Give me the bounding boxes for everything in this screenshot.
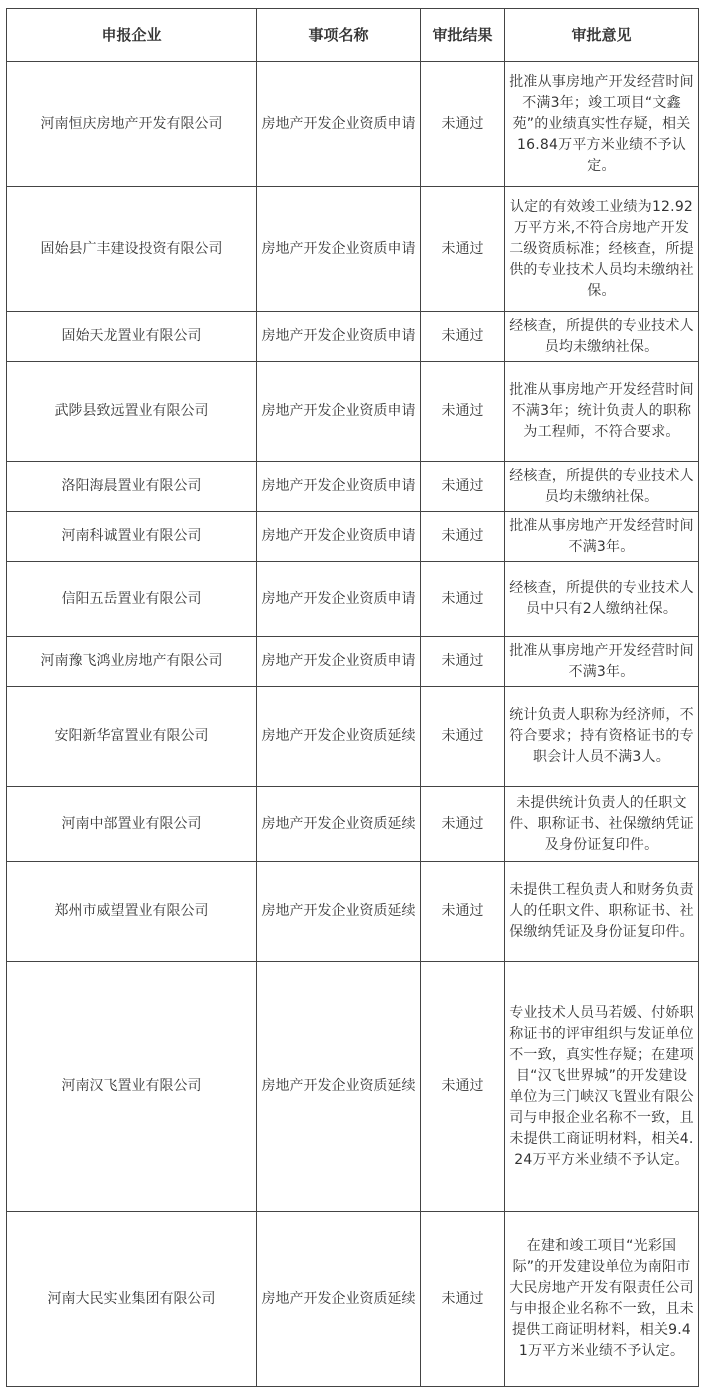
company-cell: 固始天龙置业有限公司 [7, 312, 257, 362]
result-cell: 未通过 [421, 1212, 505, 1387]
item-cell: 房地产开发企业资质申请 [257, 312, 421, 362]
table-row [7, 862, 699, 962]
company-cell: 信阳五岳置业有限公司 [7, 562, 257, 637]
company-cell: 洛阳海晨置业有限公司 [7, 462, 257, 512]
opinion-cell: 统计负责人职称为经济师，不符合要求；持有资格证书的专职会计人员不满3人。 [505, 687, 699, 787]
item-cell: 房地产开发企业资质申请 [257, 562, 421, 637]
result-cell: 未通过 [421, 312, 505, 362]
table-row [7, 312, 699, 362]
opinion-cell: 未提供工程负责人和财务负责人的任职文件、职称证书、社保缴纳凭证及身份证复印件。 [505, 862, 699, 962]
opinion-cell: 经核查，所提供的专业技术人员中只有2人缴纳社保。 [505, 562, 699, 637]
opinion-cell: 在建和竣工项目“光彩国际”的开发建设单位为南阳市大民房地产开发有限责任公司与申报企业名称不一致，且未提供工商证明材料，相关9.41万平方米业绩不予认定。 [505, 1212, 699, 1387]
result-cell: 未通过 [421, 62, 505, 187]
table-row [7, 687, 699, 787]
table-body [7, 62, 699, 1387]
header-opinion: 审批意见 [505, 9, 699, 62]
company-cell: 河南大民实业集团有限公司 [7, 1212, 257, 1387]
company-cell: 河南恒庆房地产开发有限公司 [7, 62, 257, 187]
result-cell: 未通过 [421, 787, 505, 862]
company-cell: 安阳新华富置业有限公司 [7, 687, 257, 787]
item-cell: 房地产开发企业资质延续 [257, 687, 421, 787]
table-row [7, 62, 699, 187]
item-cell: 房地产开发企业资质申请 [257, 462, 421, 512]
result-cell: 未通过 [421, 362, 505, 462]
result-cell: 未通过 [421, 512, 505, 562]
opinion-cell: 批准从事房地产开发经营时间不满3年；竣工项目“文鑫苑”的业绩真实性存疑，相关16.84万平方米业绩不予认定。 [505, 62, 699, 187]
table-row [7, 187, 699, 312]
item-cell: 房地产开发企业资质申请 [257, 187, 421, 312]
approval-table [6, 8, 699, 1387]
header-company: 申报企业 [7, 9, 257, 62]
company-cell: 郑州市威望置业有限公司 [7, 862, 257, 962]
result-cell: 未通过 [421, 187, 505, 312]
item-cell: 房地产开发企业资质延续 [257, 862, 421, 962]
company-cell: 河南汉飞置业有限公司 [7, 962, 257, 1212]
table-header-row [7, 9, 699, 62]
header-result: 审批结果 [421, 9, 505, 62]
item-cell: 房地产开发企业资质申请 [257, 512, 421, 562]
company-cell: 武陟县致远置业有限公司 [7, 362, 257, 462]
table-row [7, 962, 699, 1212]
opinion-cell: 未提供统计负责人的任职文件、职称证书、社保缴纳凭证及身份证复印件。 [505, 787, 699, 862]
item-cell: 房地产开发企业资质延续 [257, 787, 421, 862]
opinion-cell: 批准从事房地产开发经营时间不满3年。 [505, 512, 699, 562]
table-row [7, 787, 699, 862]
result-cell: 未通过 [421, 462, 505, 512]
item-cell: 房地产开发企业资质申请 [257, 62, 421, 187]
item-cell: 房地产开发企业资质申请 [257, 637, 421, 687]
result-cell: 未通过 [421, 637, 505, 687]
item-cell: 房地产开发企业资质申请 [257, 362, 421, 462]
result-cell: 未通过 [421, 562, 505, 637]
table-row [7, 637, 699, 687]
item-cell: 房地产开发企业资质延续 [257, 1212, 421, 1387]
table-row [7, 562, 699, 637]
result-cell: 未通过 [421, 687, 505, 787]
table-row [7, 512, 699, 562]
company-cell: 河南中部置业有限公司 [7, 787, 257, 862]
item-cell: 房地产开发企业资质延续 [257, 962, 421, 1212]
opinion-cell: 认定的有效竣工业绩为12.92万平方米,不符合房地产开发二级资质标准；经核查，所提供的专业技术人员均未缴纳社保。 [505, 187, 699, 312]
opinion-cell: 经核查，所提供的专业技术人员均未缴纳社保。 [505, 312, 699, 362]
opinion-cell: 批准从事房地产开发经营时间不满3年。 [505, 637, 699, 687]
header-item: 事项名称 [257, 9, 421, 62]
opinion-cell: 专业技术人员马若媛、付娇职称证书的评审组织与发证单位不一致，真实性存疑；在建项目“汉飞世界城”的开发建设单位为三门峡汉飞置业有限公司与申报企业名称不一致，且未提供工商证明材料，相关4.24万平方米业绩不予认定。 [505, 962, 699, 1212]
result-cell: 未通过 [421, 862, 505, 962]
company-cell: 河南科诚置业有限公司 [7, 512, 257, 562]
table-row [7, 462, 699, 512]
opinion-cell: 经核查，所提供的专业技术人员均未缴纳社保。 [505, 462, 699, 512]
opinion-cell: 批准从事房地产开发经营时间不满3年；统计负责人的职称为工程师，不符合要求。 [505, 362, 699, 462]
company-cell: 固始县广丰建设投资有限公司 [7, 187, 257, 312]
result-cell: 未通过 [421, 962, 505, 1212]
table-row [7, 1212, 699, 1387]
table-row [7, 362, 699, 462]
company-cell: 河南豫飞鸿业房地产有限公司 [7, 637, 257, 687]
